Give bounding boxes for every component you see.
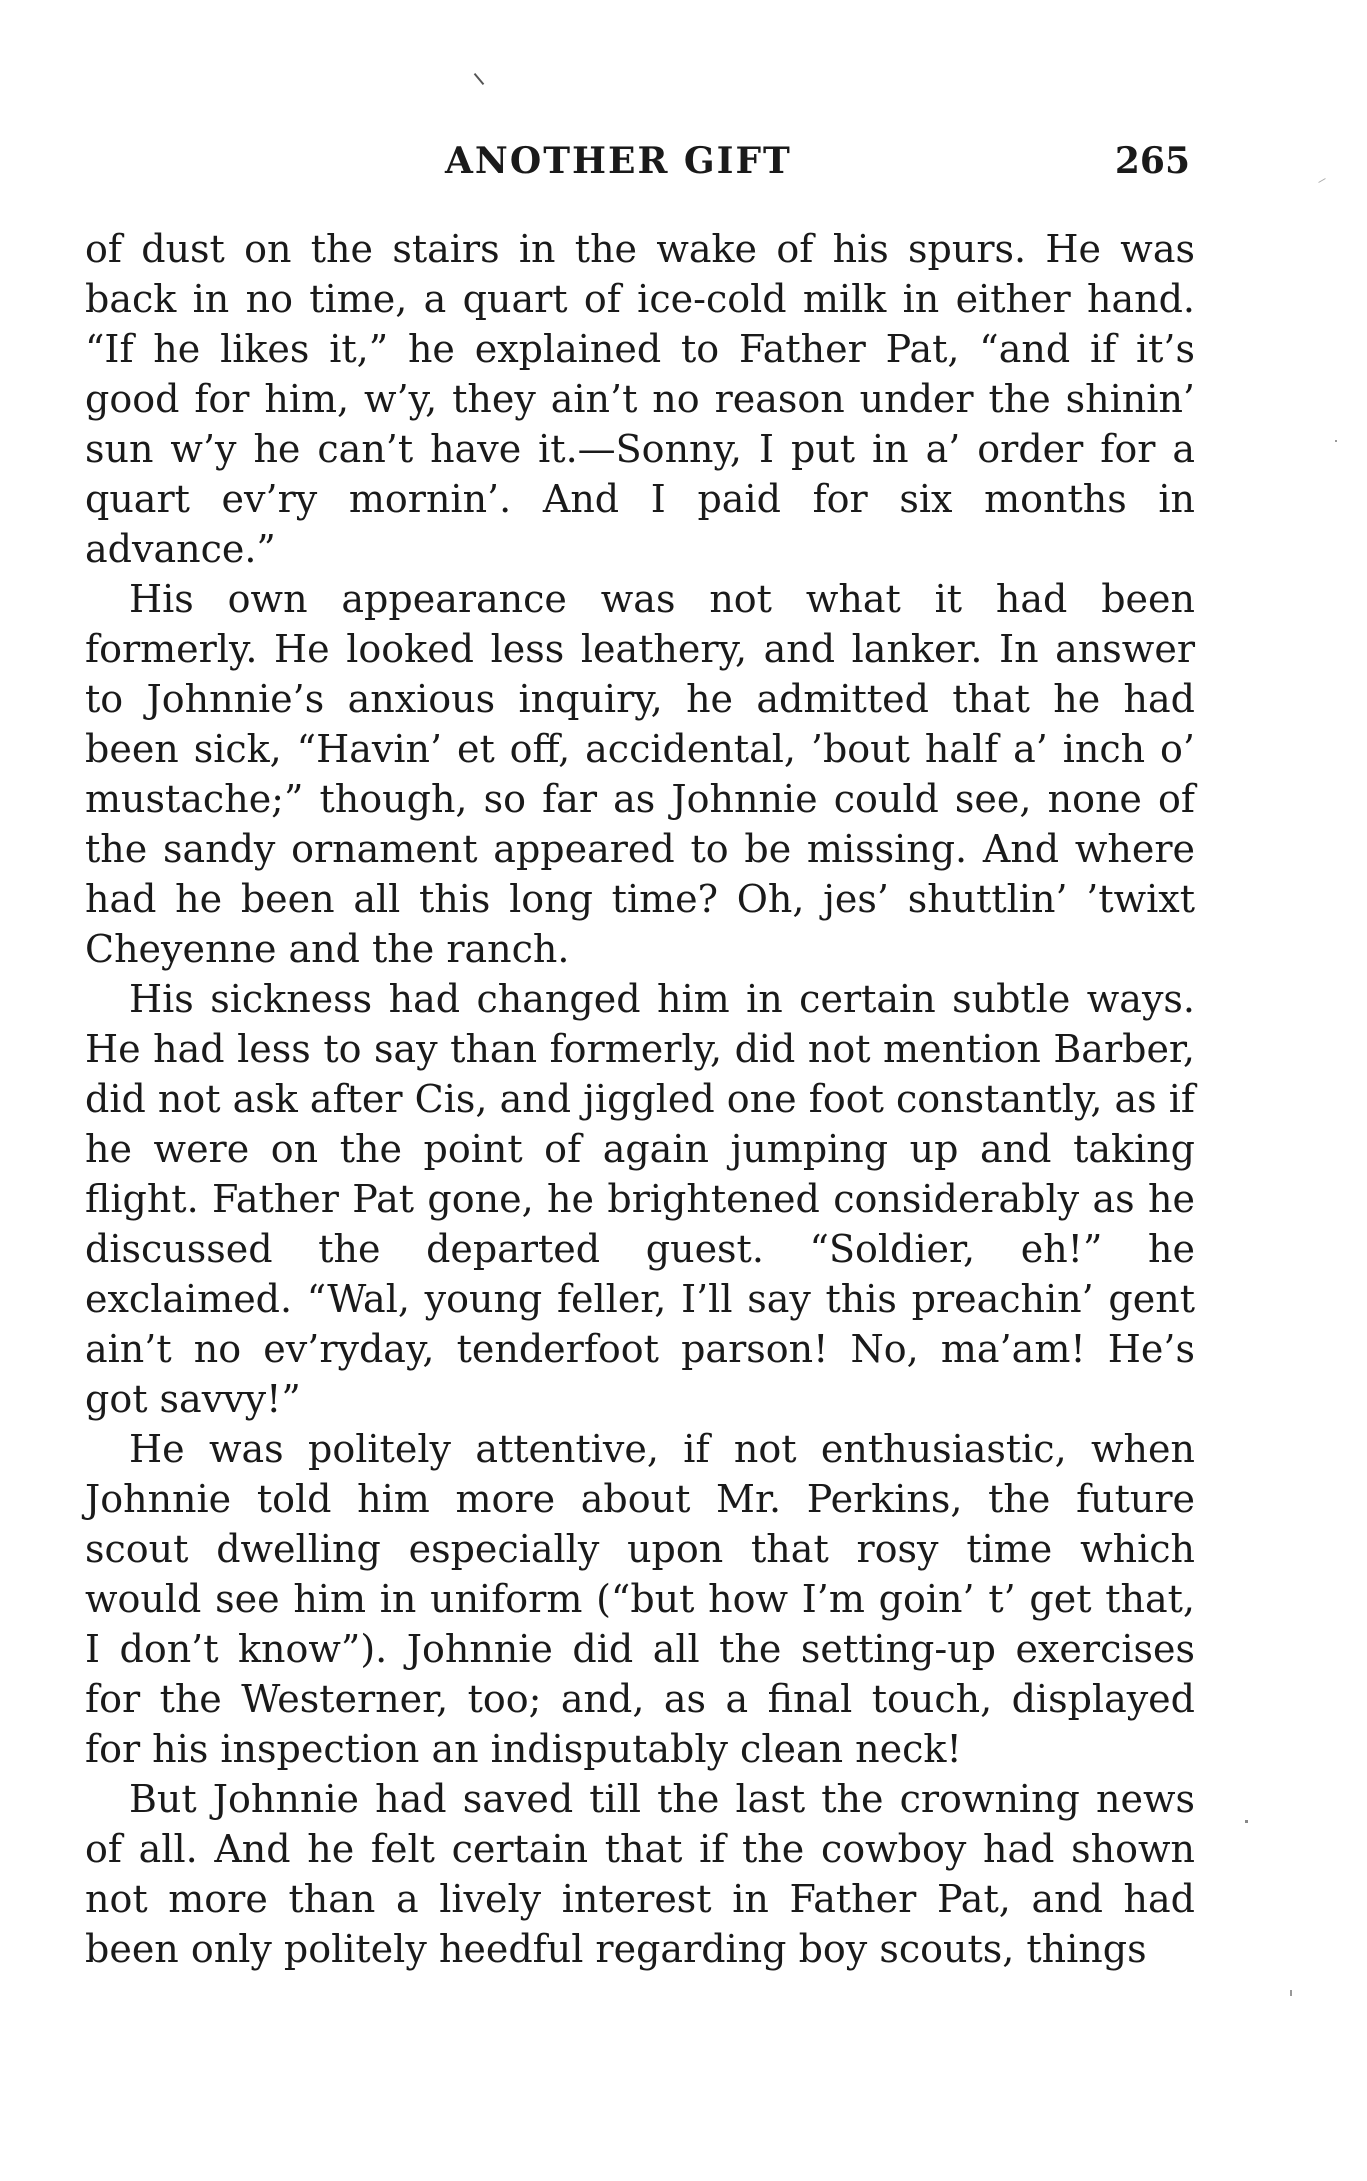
body-text [85,224,1195,1974]
paragraph: His sickness had changed him in certain subtle ways. He had less to say than formerly, did not mention Barber, did not ask after Cis, and jiggled one foot constantly, as if he were on the point of again jumping up and taking flight. Father Pat gone, he brightened considerably as he discussed the departed guest. “Soldier, eh!” he exclaimed. “Wal, young feller, I’ll say this preachin’ gent ain’t no ev’ryday, tenderfoot parson! No, ma’am! He’s got savvy!” [85,977,1195,1421]
page-header [90,140,1190,192]
scan-speck [474,73,485,85]
running-title: ANOTHER GIFT [445,140,792,182]
scan-speck [1318,178,1325,183]
paragraph: But Johnnie had saved till the last the crowning news of all. And he felt certain that if the cowboy had shown not more than a lively interest in Father Pat, and had been only politely heedful regarding boy scouts, things [85,1777,1195,1971]
scan-speck [1290,1990,1292,1996]
page-number: 265 [1114,140,1190,182]
paragraph: He was politely attentive, if not enthusiastic, when Johnnie told him more about Mr. Perkins, the future scout dwelling especially upon that rosy time which would see him in uniform (“but how I’m goin’ t’ get that, I don’t know”). Johnnie did all the setting-up exercises for the Westerner, too; and, as a final touch, displayed for his inspection an indisputably clean neck! [85,1427,1195,1771]
paragraph: of dust on the stairs in the wake of his spurs. He was back in no time, a quart of ice-cold milk in either hand. “If he likes it,” he explained to Father Pat, “and if it’s good for him, w’y, they ain’t no reason under the shinin’ sun w’y he can’t have it.—Sonny, I put in a’ order for a quart ev’ry mornin’. And I paid for six months in advance.” [85,227,1195,571]
paragraph: His own appearance was not what it had been formerly. He looked less leathery, and lanker. In answer to Johnnie’s anxious inquiry, he admitted that he had been sick, “Havin’ et off, accidental, ’bout half a’ inch o’ mustache;” though, so far as Johnnie could see, none of the sandy ornament appeared to be missing. And where had he been all this long time? Oh, jes’ shuttlin’ ’twixt Cheyenne and the ranch. [85,577,1195,971]
scan-speck [1335,440,1337,442]
scan-speck [1245,1820,1248,1823]
